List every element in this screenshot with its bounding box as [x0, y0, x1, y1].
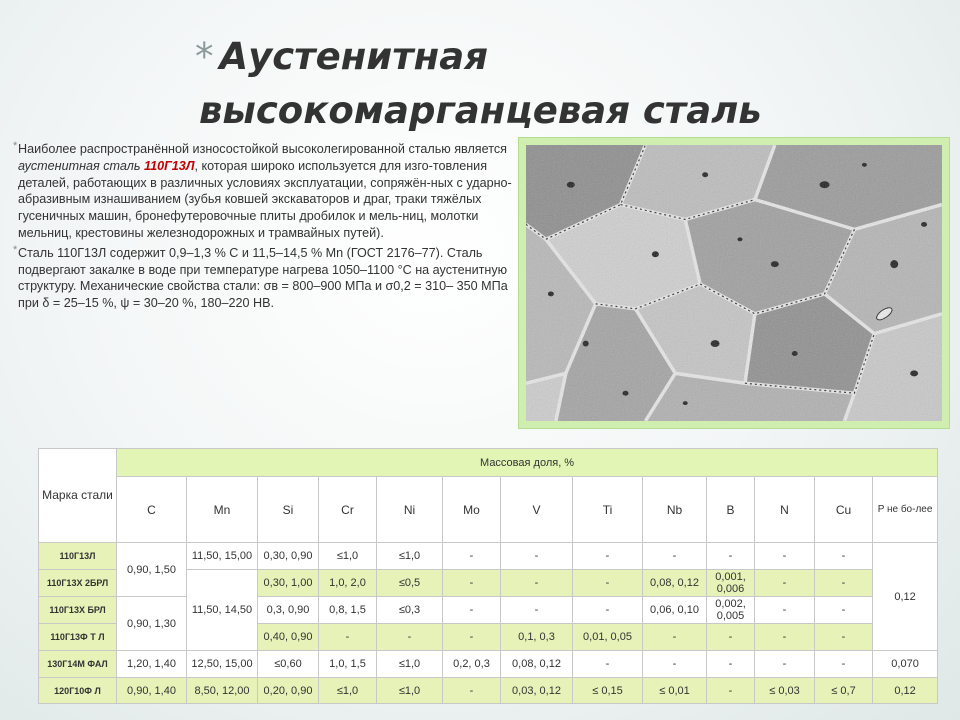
ni-value: ≤0,3: [377, 597, 443, 624]
ti-value: -: [573, 543, 643, 570]
micrograph-frame: [518, 137, 950, 429]
b-value: -: [707, 543, 755, 570]
ti-value: -: [573, 651, 643, 678]
ti-value: ≤ 0,15: [573, 678, 643, 704]
v-value: 0,1, 0,3: [501, 624, 573, 651]
nb-value: -: [643, 543, 707, 570]
p-value: 0,12: [873, 543, 938, 651]
ni-value: ≤1,0: [377, 651, 443, 678]
composition-table: [38, 448, 938, 704]
nb-value: 0,06, 0,10: [643, 597, 707, 624]
c-value: 0,90, 1,40: [117, 678, 187, 704]
si-value: 0,3, 0,90: [258, 597, 319, 624]
grade-cell: 130Г14М ФАЛ: [39, 651, 117, 678]
p-value: 0,070: [873, 651, 938, 678]
paragraph-1-before: Наиболее распространённой износостойкой высоколегированной сталью является: [18, 142, 507, 156]
b-value: -: [707, 678, 755, 704]
v-value: 0,03, 0,12: [501, 678, 573, 704]
nb-value: 0,08, 0,12: [643, 570, 707, 597]
cu-value: -: [815, 651, 873, 678]
mn-value: 11,50, 15,00: [187, 543, 258, 570]
p-value: 0,12: [873, 678, 938, 704]
element-header: Cr: [319, 477, 377, 543]
c-value: 1,20, 1,40: [117, 651, 187, 678]
c-value: 0,90, 1,50: [117, 543, 187, 597]
si-value: 0,40, 0,90: [258, 624, 319, 651]
element-header: Si: [258, 477, 319, 543]
micrograph-image: [526, 145, 942, 421]
nb-value: -: [643, 651, 707, 678]
mn-value: 8,50, 12,00: [187, 678, 258, 704]
n-value: ≤ 0,03: [755, 678, 815, 704]
slide-title: [195, 30, 815, 138]
paragraph-2: [13, 243, 518, 312]
element-header: Mo: [443, 477, 501, 543]
marka-header: Марка стали: [39, 449, 117, 543]
b-value: 0,002, 0,005: [707, 597, 755, 624]
mo-value: 0,2, 0,3: [443, 651, 501, 678]
paragraph-1: [13, 140, 518, 242]
title-line-1: Аустенитная: [219, 35, 488, 78]
element-header: B: [707, 477, 755, 543]
si-value: ≤0,60: [258, 651, 319, 678]
b-value: -: [707, 651, 755, 678]
si-value: 0,20, 0,90: [258, 678, 319, 704]
title-bullet: *: [195, 35, 214, 78]
b-value: -: [707, 624, 755, 651]
n-value: -: [755, 624, 815, 651]
element-header: Ni: [377, 477, 443, 543]
v-value: 0,08, 0,12: [501, 651, 573, 678]
element-header: Cu: [815, 477, 873, 543]
ti-value: -: [573, 570, 643, 597]
paragraph-2-bullet: *: [13, 243, 18, 256]
cr-value: 0,8, 1,5: [319, 597, 377, 624]
cu-value: -: [815, 543, 873, 570]
mo-value: -: [443, 543, 501, 570]
mo-value: -: [443, 597, 501, 624]
mo-value: -: [443, 624, 501, 651]
n-value: -: [755, 543, 815, 570]
ni-value: -: [377, 624, 443, 651]
ti-value: 0,01, 0,05: [573, 624, 643, 651]
nb-value: ≤ 0,01: [643, 678, 707, 704]
cu-value: -: [815, 624, 873, 651]
grade-cell: 120Г10Ф Л: [39, 678, 117, 704]
cr-value: -: [319, 624, 377, 651]
v-value: -: [501, 597, 573, 624]
grade-cell: 110Г13Х БРЛ: [39, 597, 117, 624]
element-header-p: P не бо-лее: [873, 477, 938, 543]
cu-value: -: [815, 570, 873, 597]
ni-value: ≤1,0: [377, 678, 443, 704]
cu-value: ≤ 0,7: [815, 678, 873, 704]
grade-highlight: 110Г13Л: [144, 158, 195, 173]
grade-cell: 110Г13Х 2БРЛ: [39, 570, 117, 597]
mn-value: 12,50, 15,00: [187, 651, 258, 678]
cr-value: 1,0, 1,5: [319, 651, 377, 678]
cr-value: ≤1,0: [319, 543, 377, 570]
v-value: -: [501, 570, 573, 597]
paragraph-1-after: , которая широко используется для изго-товления деталей, работающих в различных условиях эксплуатации, сопряжён-ных с ударно-абразивным изнашиванием (зубья ковшей экскаваторов и драг, траки тяжёлых гусеничных машин, бронефутеровочные плиты дробилок и мель-ниц, молотки мельниц, крестовины железнодорожных и трамвайных путей).: [18, 158, 512, 240]
cr-value: ≤1,0: [319, 678, 377, 704]
element-header: N: [755, 477, 815, 543]
element-header: Ti: [573, 477, 643, 543]
paragraph-1-bullet: *: [13, 140, 18, 152]
si-value: 0,30, 0,90: [258, 543, 319, 570]
n-value: -: [755, 597, 815, 624]
ti-value: -: [573, 597, 643, 624]
element-header: Mn: [187, 477, 258, 543]
title-line-2: высокомарганцевая сталь: [199, 89, 762, 132]
ni-value: ≤0,5: [377, 570, 443, 597]
element-header: V: [501, 477, 573, 543]
n-value: -: [755, 651, 815, 678]
body-text: [13, 140, 518, 315]
mo-value: -: [443, 678, 501, 704]
paragraph-2-text: Сталь 110Г13Л содержит 0,9–1,3 % С и 11,5–14,5 % Mn (ГОСТ 2176–77). Сталь подвергают закалке в воде при температуре нагрева 1050–1100 °С на аустенитную структуру. Механические свойства стали: σв = 800–900 МПа и σ0,2 = 310– 350 МПа при δ = 25–15 %, ψ = 30–20 %, 180–220 НВ.: [18, 245, 508, 311]
mass-fraction-header: Массовая доля, %: [117, 449, 938, 477]
c-value: 0,90, 1,30: [117, 597, 187, 651]
nb-value: -: [643, 624, 707, 651]
paragraph-1-emph: аустенитная сталь: [18, 158, 144, 173]
grade-cell: 110Г13Л: [39, 543, 117, 570]
element-header: C: [117, 477, 187, 543]
ni-value: ≤1,0: [377, 543, 443, 570]
b-value: 0,001, 0,006: [707, 570, 755, 597]
mn-value: 11,50, 14,50: [187, 570, 258, 651]
cu-value: -: [815, 597, 873, 624]
cr-value: 1,0, 2,0: [319, 570, 377, 597]
n-value: -: [755, 570, 815, 597]
si-value: 0,30, 1,00: [258, 570, 319, 597]
element-header: Nb: [643, 477, 707, 543]
mo-value: -: [443, 570, 501, 597]
v-value: -: [501, 543, 573, 570]
grade-cell: 110Г13Ф Т Л: [39, 624, 117, 651]
